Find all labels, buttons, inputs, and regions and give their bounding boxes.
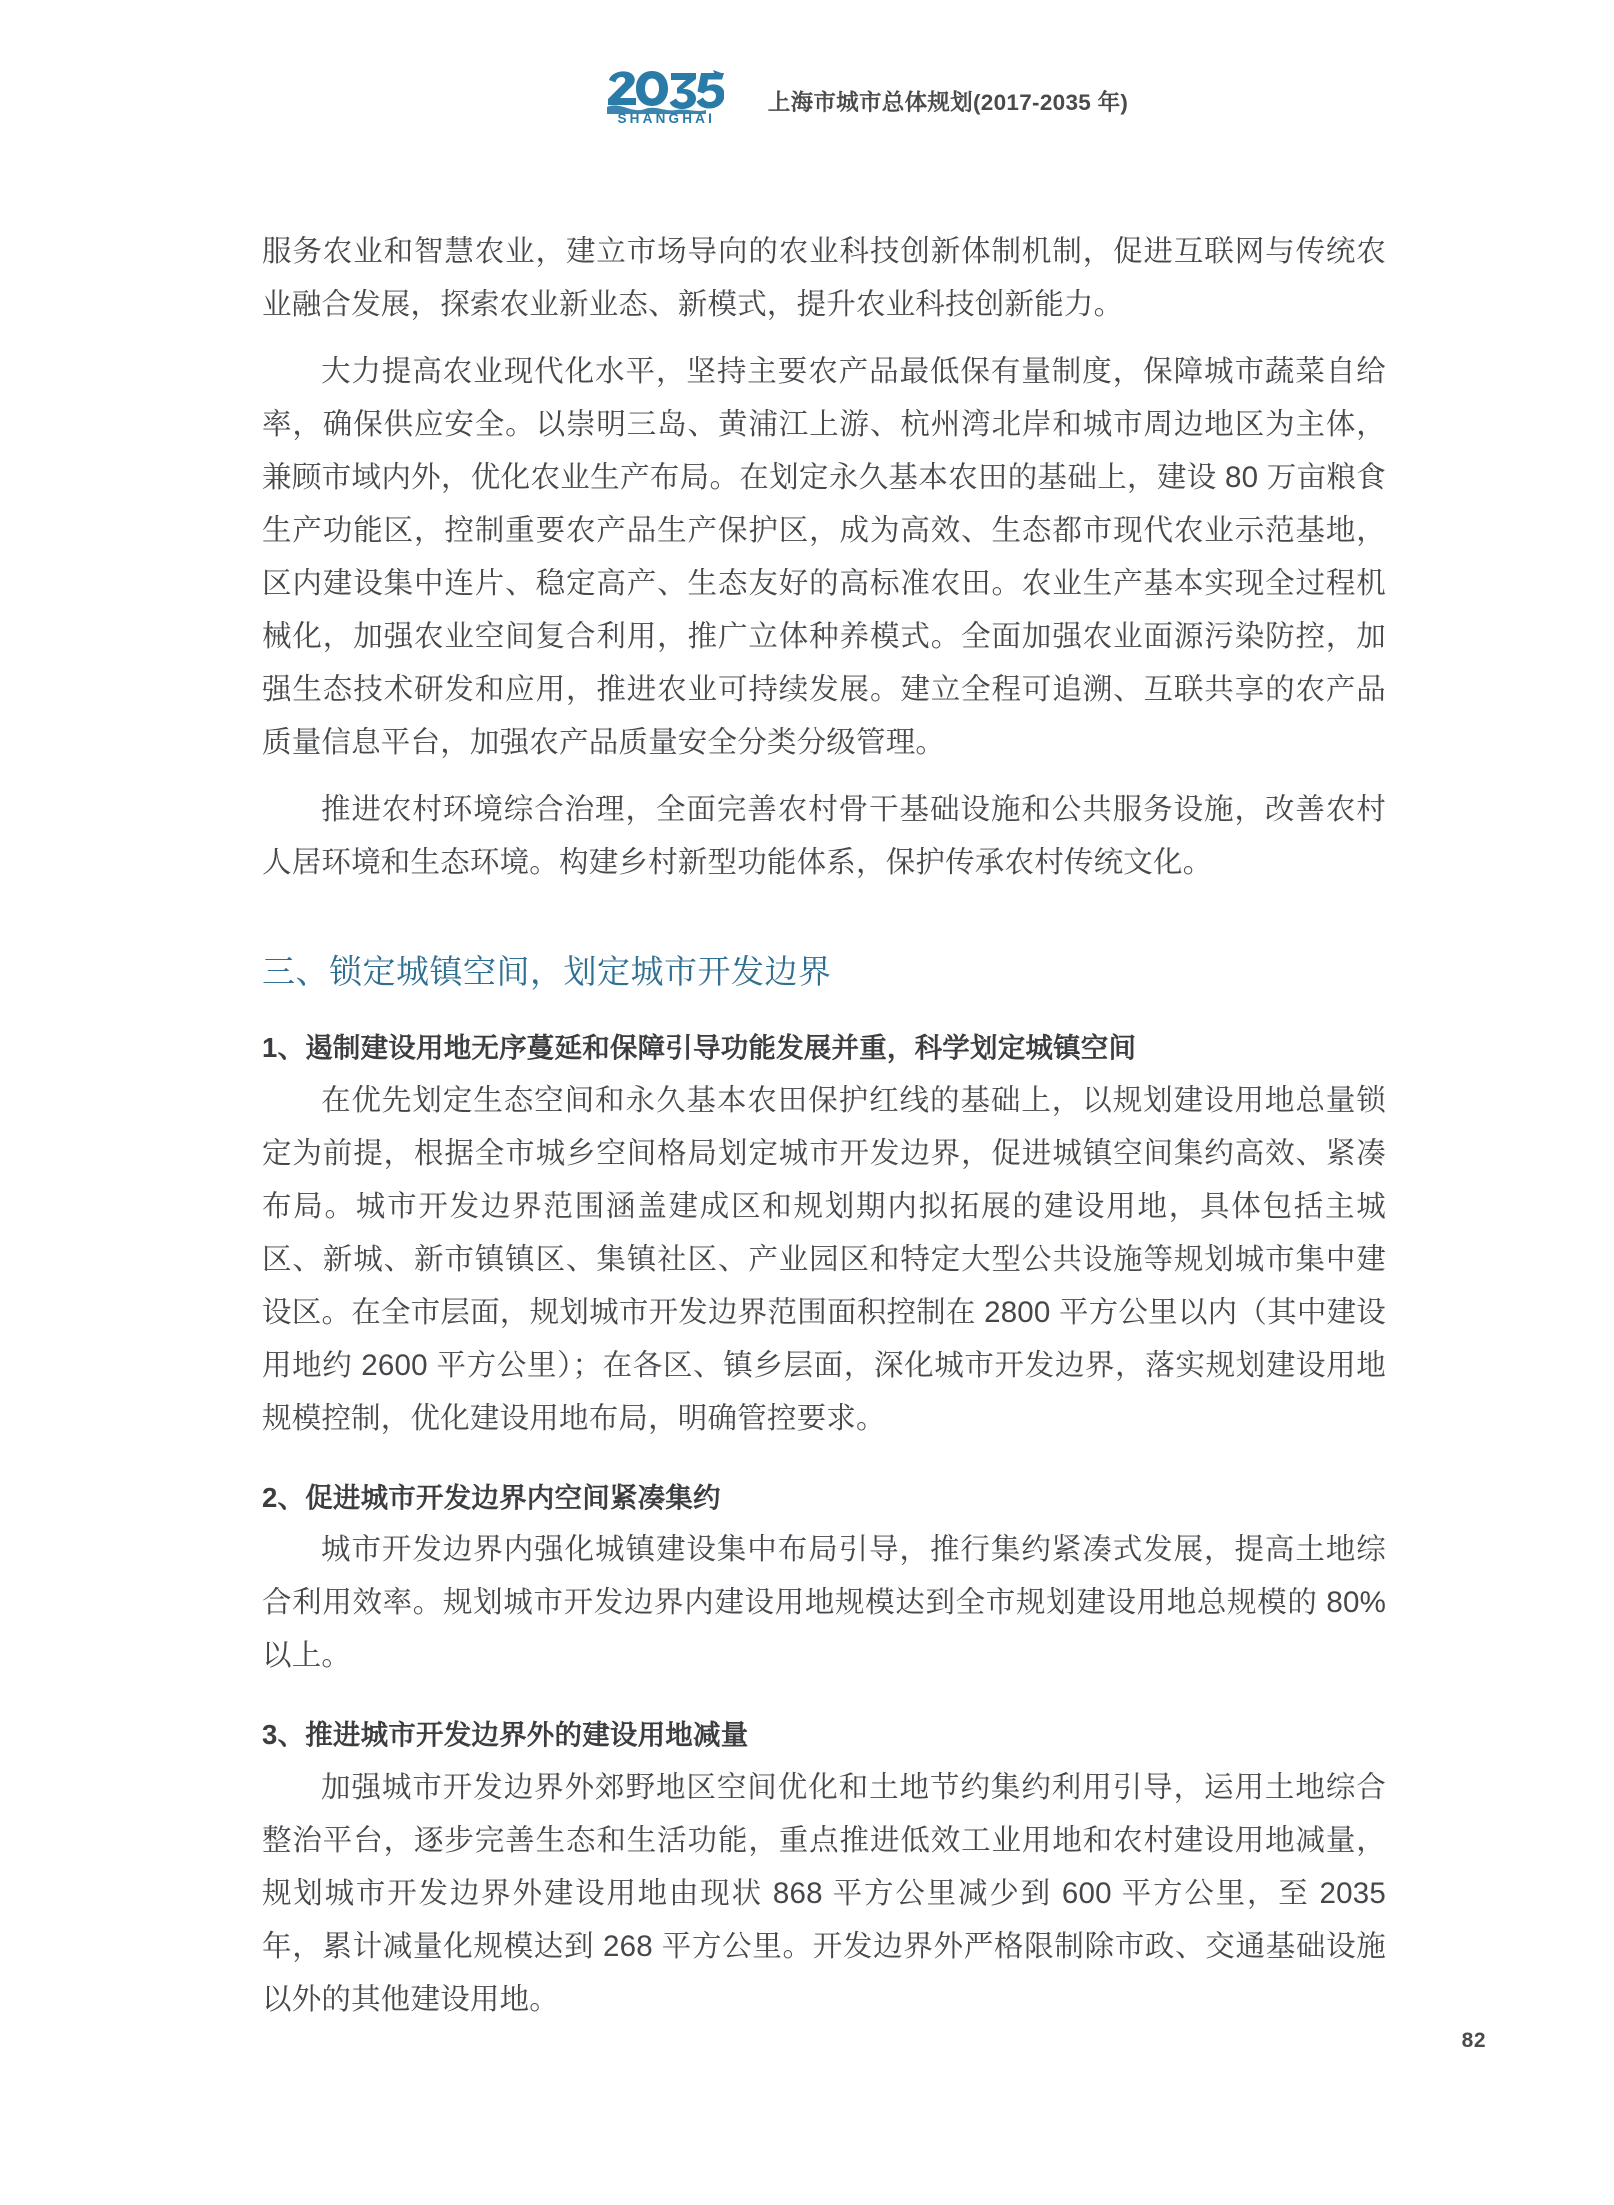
subsection-heading-1: 1、遏制建设用地无序蔓延和保障引导功能发展并重，科学划定城镇空间 (262, 1032, 1137, 1064)
logo-city-label: SHANGHAI (617, 111, 716, 126)
subsection-text-1: 在优先划定生态空间和永久基本农田保护红线的基础上，以规划建设用地总量锁定为前提，根据全市城乡空间格局划定城市开发边界，促进城镇空间集约高效、紧凑布局。城市开发边界范围涵盖建成区和规划期内拟拓展的建设用地，具体包括主城区、新城、新市镇镇区、集镇社区、产业园区和特定大型公共设施等规划城市集中建设区。在全市层面，规划城市开发边界范围面积控制在 2800 平方公里以内（其中建设用地约 2600 平方公里）；在各区、镇乡层面，深化城市开发边界，落实规划建设用地规模控制，优化建设用地布局，明确管控要求。 (262, 1083, 1386, 1435)
subsection-text-3: 加强城市开发边界外郊野地区空间优化和土地节约集约利用引导，运用土地综合整治平台，逐步完善生态和生活功能，重点推进低效工业用地和农村建设用地减量，规划城市开发边界外建设用地由现状 868 平方公里减少到 600 平方公里，至 2035 年，累计减量化规模达到 268 平方公里。开发边界外严格限制除市政、交通基础设施以外的其他建设用地。 (262, 1770, 1386, 2016)
logo-2035-icon (606, 70, 724, 114)
page-header (0, 68, 1614, 148)
subsection-text-2: 城市开发边界内强化城镇建设集中布局引导，推行集约紧凑式发展，提高土地综合利用效率。规划城市开发边界内建设用地规模达到全市规划建设用地总规模的 80% 以上。 (262, 1533, 1386, 1673)
shanghai-2035-logo (606, 70, 724, 126)
paragraph-agriculture-modernization: 大力提高农业现代化水平，坚持主要农产品最低保有量制度，保障城市蔬菜自给率，确保供应安全。以崇明三岛、黄浦江上游、杭州湾北岸和城市周边地区为主体，兼顾市域内外，优化农业生产布局。在划定永久基本农田的基础上，建设 80 万亩粮食生产功能区，控制重要农产品生产保护区，成为高效、生态都市现代农业示范基地，区内建设集中连片、稳定高产、生态友好的高标准农田。农业生产基本实现全过程机械化，加强农业空间复合利用，推广立体种养模式。全面加强农业面源污染防控，加强生态技术研发和应用，推进农业可持续发展。建立全程可追溯、互联共享的农产品质量信息平台，加强农产品质量安全分类分级管理。 (262, 355, 1386, 759)
paragraph-intro: 服务农业和智慧农业，建立市场导向的农业科技创新体制机制，促进互联网与传统农业融合发展，探索农业新业态、新模式，提升农业科技创新能力。 (262, 235, 1386, 321)
header-title: 上海市城市总体规划(2017-2035 年) (767, 90, 1129, 115)
page-number: 82 (1461, 2029, 1486, 2052)
paragraph-rural-environment: 推进农村环境综合治理，全面完善农村骨干基础设施和公共服务设施，改善农村人居环境和生态环境。构建乡村新型功能体系，保护传承农村传统文化。 (262, 793, 1386, 879)
page-content (262, 225, 1386, 2026)
subsection-heading-2: 2、促进城市开发边界内空间紧凑集约 (262, 1481, 721, 1513)
section-heading-three: 三、锁定城镇空间，划定城市开发边界 (262, 953, 832, 990)
subsection-heading-3: 3、推进城市开发边界外的建设用地减量 (262, 1719, 749, 1751)
